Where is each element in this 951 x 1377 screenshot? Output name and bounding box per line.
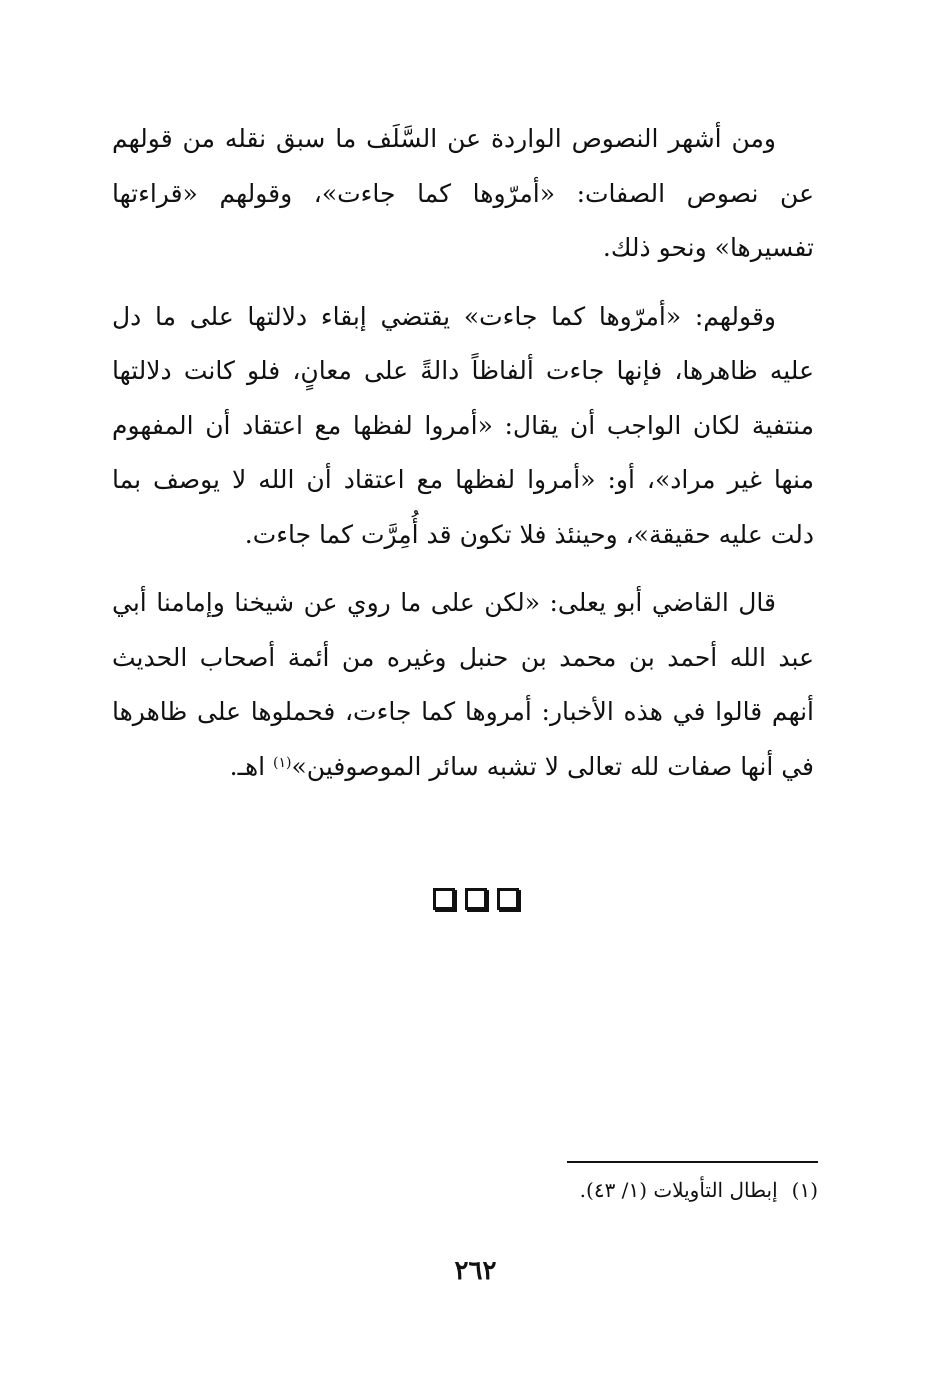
paragraph-2: وقولهم: «أمرّوها كما جاءت» يقتضي إبقاء دلالتها على ما دل عليه ظاهرها، فإنها جاءت ألفاظاً دالةً على معانٍ، فلو كانت دلالتها منتفية لكان الواجب أن يقال: «أمروا لفظها مع اعتقاد أن المفهوم منها غير مراد»، أو: «أمروا لفظها مع اعتقاد أن الله لا يوصف بما دلت عليه حقيقة»، وحينئذ فلا تكون قد أُمِرَّت كما جاءت. [112,301,814,549]
section-separator [0,888,951,910]
square-ornament-icon [497,888,519,910]
square-ornament-icon [465,888,487,910]
paragraph-3-tail: اهـ. [229,751,274,781]
paragraph-3 [112,576,814,794]
paragraph-1: ومن أشهر النصوص الواردة عن السَّلَف ما سبق نقله من قولهم عن نصوص الصفات: «أمرّوها كما جاءت»، وقولهم «قراءتها تفسيرها» ونحو ذلك. [112,124,814,262]
square-ornament-icon [433,888,455,910]
page-number: ٢٦٢ [454,1256,497,1286]
footnote-reference: (١) [273,754,292,771]
footnote [580,1174,818,1206]
footnote-text: إبطال التأويلات (١/ ٤٣). [579,1178,778,1202]
paragraph-3-text: قال القاضي أبو يعلى: «لكن على ما روي عن شيخنا وإمامنا أبي عبد الله أحمد بن محمد بن حنبل وغيره من أئمة أصحاب الحديث أنهم قالوا في هذه الأخبار: أمروها كما جاءت، فحملوها على ظاهرها في أنها صفات لله تعالى لا تشبه سائر الموصوفين» [112,588,814,781]
footnote-number: (١) [791,1178,818,1202]
main-text [112,112,814,794]
footnote-divider [567,1161,818,1163]
